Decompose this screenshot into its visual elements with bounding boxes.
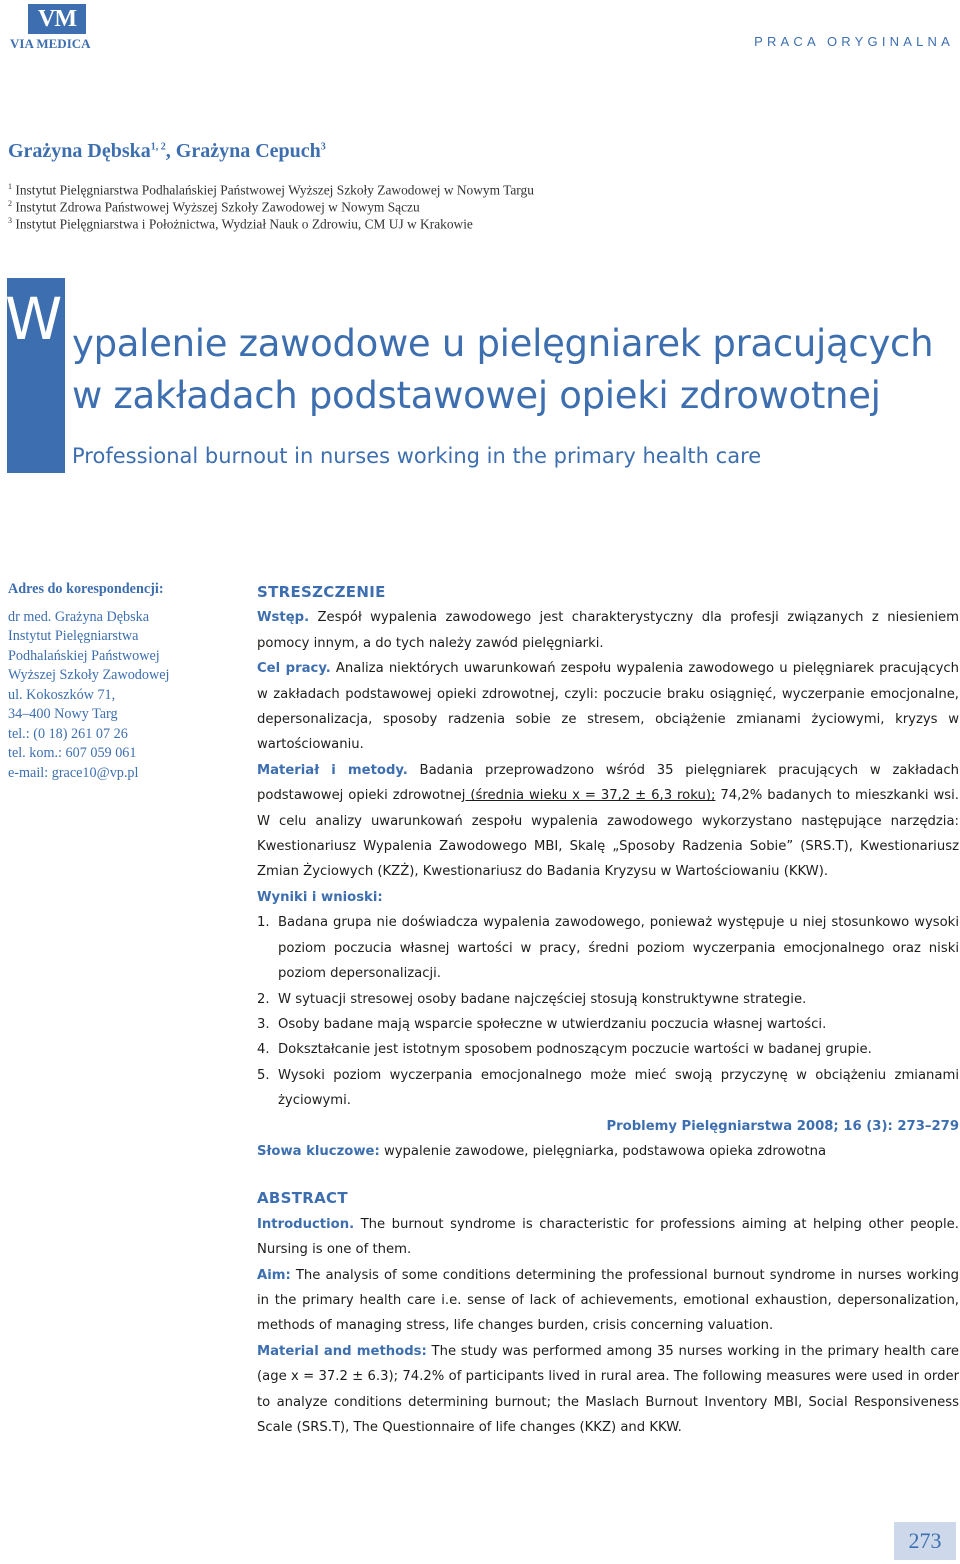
correspondence-line: ul. Kokoszków 71, — [8, 686, 116, 703]
logo-name: VIA MEDICA — [10, 36, 91, 51]
affiliation-text: Instytut Zdrowa Państwowej Wyższej Szkoły Zawodowej w Nowym Sączu — [15, 199, 420, 215]
affiliation-line — [8, 216, 473, 232]
abstract-column — [257, 580, 959, 1440]
intro-label: Wstęp. — [257, 610, 310, 626]
introduction-paragraph — [257, 1212, 959, 1263]
correspondence-line: tel. kom.: 607 059 061 — [8, 745, 137, 761]
list-text: Dokształcanie jest istotnym sposobem podnoszącym poczucie wartości w badanej grupie. — [278, 1042, 872, 1058]
author-name: Grażyna Dębska — [8, 140, 151, 162]
list-item — [257, 1012, 959, 1037]
affiliation-number: 1 — [8, 182, 12, 191]
results-label: Wyniki i wnioski: — [257, 889, 383, 905]
introduction-text: The burnout syndrome is characteristic for professions aiming at helping other people. Nursing is one of them. — [257, 1216, 959, 1258]
aim-label: Cel pracy. — [257, 661, 331, 677]
aim-paragraph — [257, 656, 959, 758]
affiliation-number: 2 — [8, 199, 12, 208]
methods-text-en: The study was performed among 35 nurses working in the primary health care (age x = 37.2 ± 6.3); 74.2% of participants lived in rural area. The following measures were used in order to analyze conditions determining burnout; the Maslach Burnout Inventory MBI, Social Responsiveness Scale (SRS.T), The Questionnaire of life changes (KKZ) and KKW. — [257, 1343, 960, 1435]
article-title-line-2: w zakładach podstawowej opieki zdrowotnej — [72, 374, 881, 417]
aim-text-en: The analysis of some conditions determining the professional burnout syndrome in nurses working in the primary health care i.e. sense of lack of achievements, emotional exhaustion, depersonalization, methods of managing stress, life changes burden, crisis concerning valuation. — [257, 1267, 959, 1334]
methods-text: Badania przeprowadzono wśród 35 pielęgniarek pracujących w zakładach podstawowej opieki zdrowotnej — [257, 762, 959, 804]
journal-citation: Problemy Pielęgniarstwa 2008; 16 (3): 273–279 — [606, 1118, 959, 1134]
correspondence-line: Wyższej Szkoły Zawodowej — [8, 667, 170, 683]
correspondence-line: Podhalańskiej Państwowej — [8, 647, 160, 664]
correspondence-line: Instytut Pielęgniarstwa — [8, 628, 139, 644]
correspondence-line: tel.: (0 18) 261 07 26 — [8, 725, 128, 742]
list-number: 4. — [257, 1042, 270, 1058]
page-number: 273 — [894, 1522, 956, 1560]
author-list — [8, 140, 326, 163]
title-drop-cap: W — [5, 285, 63, 353]
list-item — [257, 1063, 959, 1114]
introduction-label: Introduction. — [257, 1216, 355, 1232]
affiliation-line — [8, 182, 534, 198]
list-item — [257, 987, 959, 1012]
correspondence-heading: Adres do korespondencji: — [8, 581, 164, 597]
correspondence-line: 34–400 Nowy Targ — [8, 706, 118, 722]
keywords-line — [257, 1139, 959, 1164]
list-text: Badana grupa nie doświadcza wypalenia zawodowego, ponieważ występuje u niej stosunkowo wysoki poziom poczucia własnej wartości w pracy, średni poziom wyczerpania emocjonalnego oraz niski poziom depersonalizacji. — [278, 915, 959, 982]
list-number: 5. — [257, 1067, 270, 1083]
logo-monogram: VM — [28, 4, 86, 34]
list-text: Wysoki poziom wyczerpania emocjonalnego może mieć swoją przyczynę w obciążeniu zmianami życiowymi. — [278, 1067, 959, 1109]
affiliation-number: 3 — [8, 216, 12, 225]
methods-paragraph-en — [257, 1339, 959, 1441]
publisher-logo — [10, 4, 102, 50]
intro-text: Zespół wypalenia zawodowego jest charakterystyczny dla profesji związanych z niesieniem pomocy innym, a do tych należy zawód pielęgniarki. — [257, 610, 959, 651]
intro-paragraph — [257, 605, 959, 656]
aim-paragraph-en — [257, 1263, 959, 1339]
methods-text: 74,2% badanych to mieszkanki wsi. W celu analizy uwarunkowań zespołu wypalenia zawodowego wykorzystano następujące narzędzia: Kwestionariusz Wypalenia Zawodowego MBI, Skalę „Sposoby Radzenia Sobie” (SRS.T), Kwestionariusz Zmian Życiowych (KZŻ), Kwestionariusz do Badania Kryzysu w Wartościowaniu (KKW). — [257, 788, 959, 880]
aim-text: Analiza niektórych uwarunkowań zespołu wypalenia zawodowego u pielęgniarek pracujących w zakładach podstawowej opieki zdrowotnej, czyli: poczucie braku osiągnięć, wyczerpanie emocjonalne, depersonalizacja, sposoby radzenia sobie ze stresem, obciążenie zmianami życiowymi, kryzys w wartościowaniu. — [257, 661, 959, 753]
list-text: Osoby badane mają wsparcie społeczne w utwierdzaniu poczucia własnej wartości. — [278, 1016, 827, 1032]
author-affiliation-ref: 3 — [320, 141, 326, 153]
affiliation-text: Instytut Pielęgniarstwa i Położnictwa, Wydział Nauk o Zdrowiu, CM UJ w Krakowie — [15, 216, 473, 232]
correspondence-email[interactable]: e-mail: grace10@vp.pl — [8, 764, 139, 781]
section-label: PRACA ORYGINALNA — [754, 34, 954, 49]
correspondence-line: dr med. Grażyna Dębska — [8, 608, 150, 625]
list-text: W sytuacji stresowej osoby badane najczęściej stosują konstruktywne strategie. — [278, 991, 807, 1007]
author-name: Grażyna Cepuch — [175, 140, 321, 162]
list-number: 3. — [257, 1016, 270, 1032]
methods-text-underlined: (średnia wieku x = 37,2 ± 6,3 roku); — [465, 788, 716, 804]
keywords-label: Słowa kluczowe: — [257, 1143, 380, 1159]
article-title-english: Professional burnout in nurses working in the primary health care — [72, 444, 762, 468]
section-spacer — [257, 1164, 959, 1186]
keywords-text: wypalenie zawodowe, pielęgniarka, podstawowa opieka zdrowotna — [379, 1143, 827, 1159]
methods-label-en: Material and methods: — [257, 1343, 427, 1359]
author-separator: , — [165, 140, 176, 162]
article-title-line-1: ypalenie zawodowe u pielęgniarek pracujących — [72, 322, 934, 365]
correspondence-block — [8, 580, 238, 783]
methods-paragraph — [257, 758, 959, 885]
affiliation-line — [8, 199, 420, 215]
aim-label-en: Aim: — [257, 1267, 291, 1283]
list-number: 1. — [257, 915, 270, 931]
streszczenie-heading: STRESZCZENIE — [257, 583, 386, 601]
methods-label: Materiał i metody. — [257, 762, 408, 778]
results-list — [257, 910, 959, 1113]
author-affiliation-ref: 1, 2 — [150, 141, 166, 153]
list-item — [257, 910, 959, 986]
affiliation-text: Instytut Pielęgniarstwa Podhalańskiej Państwowej Wyższej Szkoły Zawodowej w Nowym Targu — [15, 182, 534, 198]
abstract-heading: ABSTRACT — [257, 1189, 348, 1208]
list-item — [257, 1037, 959, 1062]
list-number: 2. — [257, 991, 270, 1007]
